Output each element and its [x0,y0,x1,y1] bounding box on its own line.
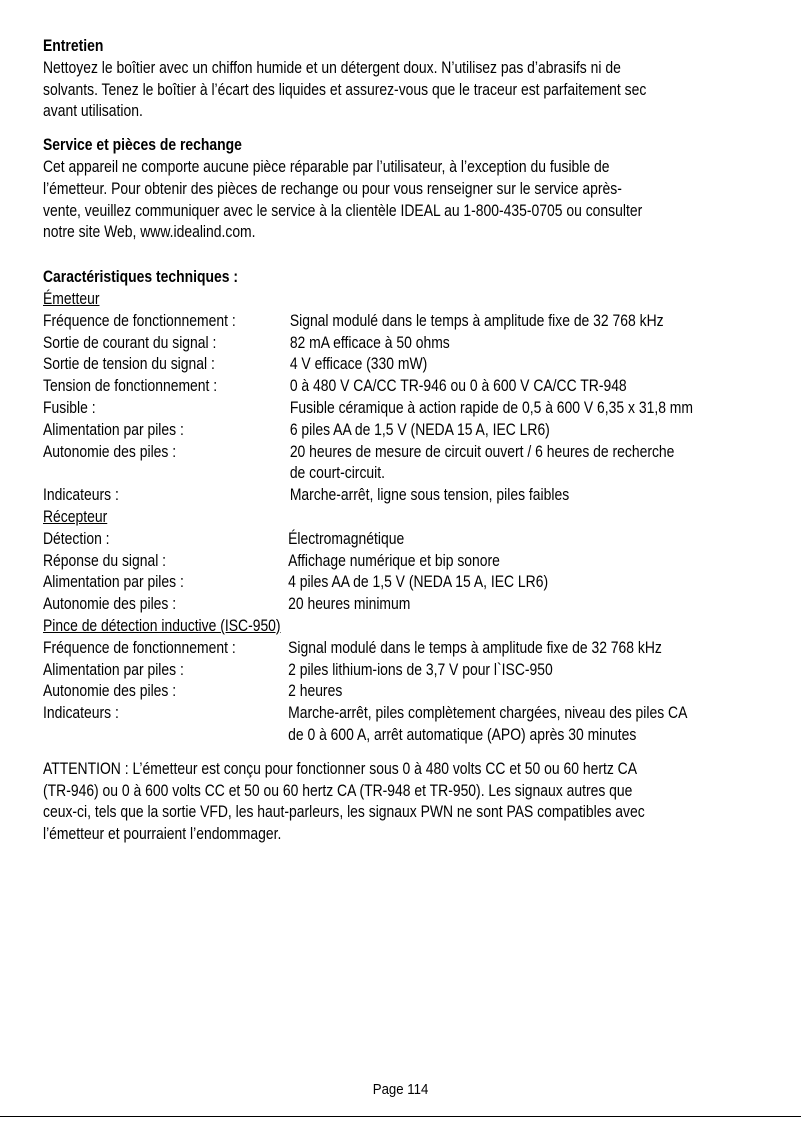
text-line: Nettoyez le boîtier avec un chiffon humide et un détergent doux. N’utilisez pas d’abrasifs ni de [43,58,621,77]
spec-value-line: Marche-arrêt, piles complètement chargées, niveau des piles CA [288,704,688,723]
text-line: (TR-946) ou 0 à 600 volts CC et 50 ou 60 hertz CA (TR-948 et TR-950). Les signaux autres que [43,781,633,800]
spec-value-line: 20 heures de mesure de circuit ouvert / 6 heures de recherche [289,442,675,461]
spec-row [43,420,778,442]
spec-label: Autonomie des piles : [43,682,177,701]
section-specs [43,267,778,747]
spec-value [290,442,778,486]
spec-label: Fréquence de fonctionnement : [43,311,236,330]
spec-value: 4 piles AA de 1,5 V (NEDA 15 A, IEC LR6) [288,573,549,592]
spec-value: Signal modulé dans le temps à amplitude fixe de 32 768 kHz [288,638,662,657]
spec-label: Fréquence de fonctionnement : [43,638,236,657]
spec-label: Détection : [43,529,110,548]
section-entretien [43,36,778,123]
text-line: l’émetteur et pourraient l’endommager. [43,825,282,844]
section-title: Entretien [43,37,104,55]
spec-label: Tension de fonctionnement : [43,377,218,396]
subsection-title-emetteur: Émetteur [43,289,100,308]
spec-value: 82 mA efficace à 50 ohms [289,333,450,352]
text-line: solvants. Tenez le boîtier à l’écart des liquides et assurez-vous que le traceur est parfaitement sec [43,80,647,99]
section-title: Caractéristiques techniques : [43,268,238,287]
spec-value: Affichage numérique et bip sonore [288,551,500,570]
spec-label: Sortie de tension du signal : [43,355,215,374]
spec-row [43,376,778,398]
spec-row [43,529,778,551]
text-line: notre site Web, www.idealind.com. [43,223,256,242]
spec-row [43,638,778,660]
spec-label: Alimentation par piles : [43,420,184,439]
spec-table-recepteur [43,529,778,616]
spec-value: 20 heures minimum [288,595,411,614]
spec-value: Signal modulé dans le temps à amplitude fixe de 32 768 kHz [289,311,664,330]
spec-table-emetteur [43,311,778,507]
spec-label: Réponse du signal : [43,551,167,570]
spec-row [43,594,778,616]
spec-value-line: de court-circuit. [289,464,385,483]
spec-value: 4 V efficace (330 mW) [289,355,428,374]
attention-paragraph [43,759,778,846]
spec-value: 2 piles lithium-ions de 3,7 V pour l`ISC-950 [288,660,553,679]
spec-label: Fusible : [43,398,96,417]
spec-label: Indicateurs : [43,486,119,505]
document-page [43,36,778,846]
page-number: Page 114 [372,1081,429,1098]
spec-row [43,398,778,420]
spec-value: 0 à 480 V CA/CC TR-946 ou 0 à 600 V CA/CC TR-948 [289,377,627,396]
spec-label: Sortie de courant du signal : [43,333,217,352]
spec-label: Indicateurs : [43,704,119,723]
spec-value: Électromagnétique [288,529,405,548]
spec-table-pince [43,638,778,747]
section-service [43,135,778,244]
text-line: avant utilisation. [43,102,143,121]
spec-value-line: de 0 à 600 A, arrêt automatique (APO) après 30 minutes [288,725,637,744]
text-line: ATTENTION : L’émetteur est conçu pour fonctionner sous 0 à 480 volts CC et 50 ou 60 hertz CA [43,759,638,778]
subsection-title-pince: Pince de détection inductive (ISC-950) [43,616,281,635]
page-footer [0,1081,801,1098]
text-line: l’émetteur. Pour obtenir des pièces de rechange ou pour vous renseigner sur le service après- [43,179,622,198]
spec-row [43,572,778,594]
section-title: Service et pièces de rechange [43,136,242,155]
spec-row [43,551,778,573]
paragraph [43,58,778,123]
text-line: ceux-ci, tels que la sortie VFD, les haut-parleurs, les signaux PWN ne sont PAS compatibles avec [43,803,645,822]
subsection-title-recepteur: Récepteur [43,507,108,526]
spec-label: Autonomie des piles : [43,442,177,461]
spec-row [43,703,778,747]
spec-value: 6 piles AA de 1,5 V (NEDA 15 A, IEC LR6) [289,420,550,439]
spec-value: Fusible céramique à action rapide de 0,5 à 600 V 6,35 x 31,8 mm [289,398,694,417]
text-line: vente, veuillez communiquer avec le service à la clientèle IDEAL au 1-800-435-0705 ou consulter [43,201,643,220]
spec-row [43,442,778,486]
spec-label: Alimentation par piles : [43,573,184,592]
spec-value: 2 heures [288,682,343,701]
spec-row [43,681,778,703]
spec-row [43,311,778,333]
paragraph [43,157,778,244]
footer-divider [0,1116,801,1117]
spec-label: Autonomie des piles : [43,595,177,614]
spec-row [43,485,778,507]
text-line: Cet appareil ne comporte aucune pièce réparable par l’utilisateur, à l’exception du fusible de [43,157,610,176]
spec-value: Marche-arrêt, ligne sous tension, piles faibles [289,486,570,505]
spec-row [43,660,778,682]
spec-row [43,333,778,355]
spec-value [288,703,778,747]
spec-row [43,354,778,376]
spec-label: Alimentation par piles : [43,660,184,679]
